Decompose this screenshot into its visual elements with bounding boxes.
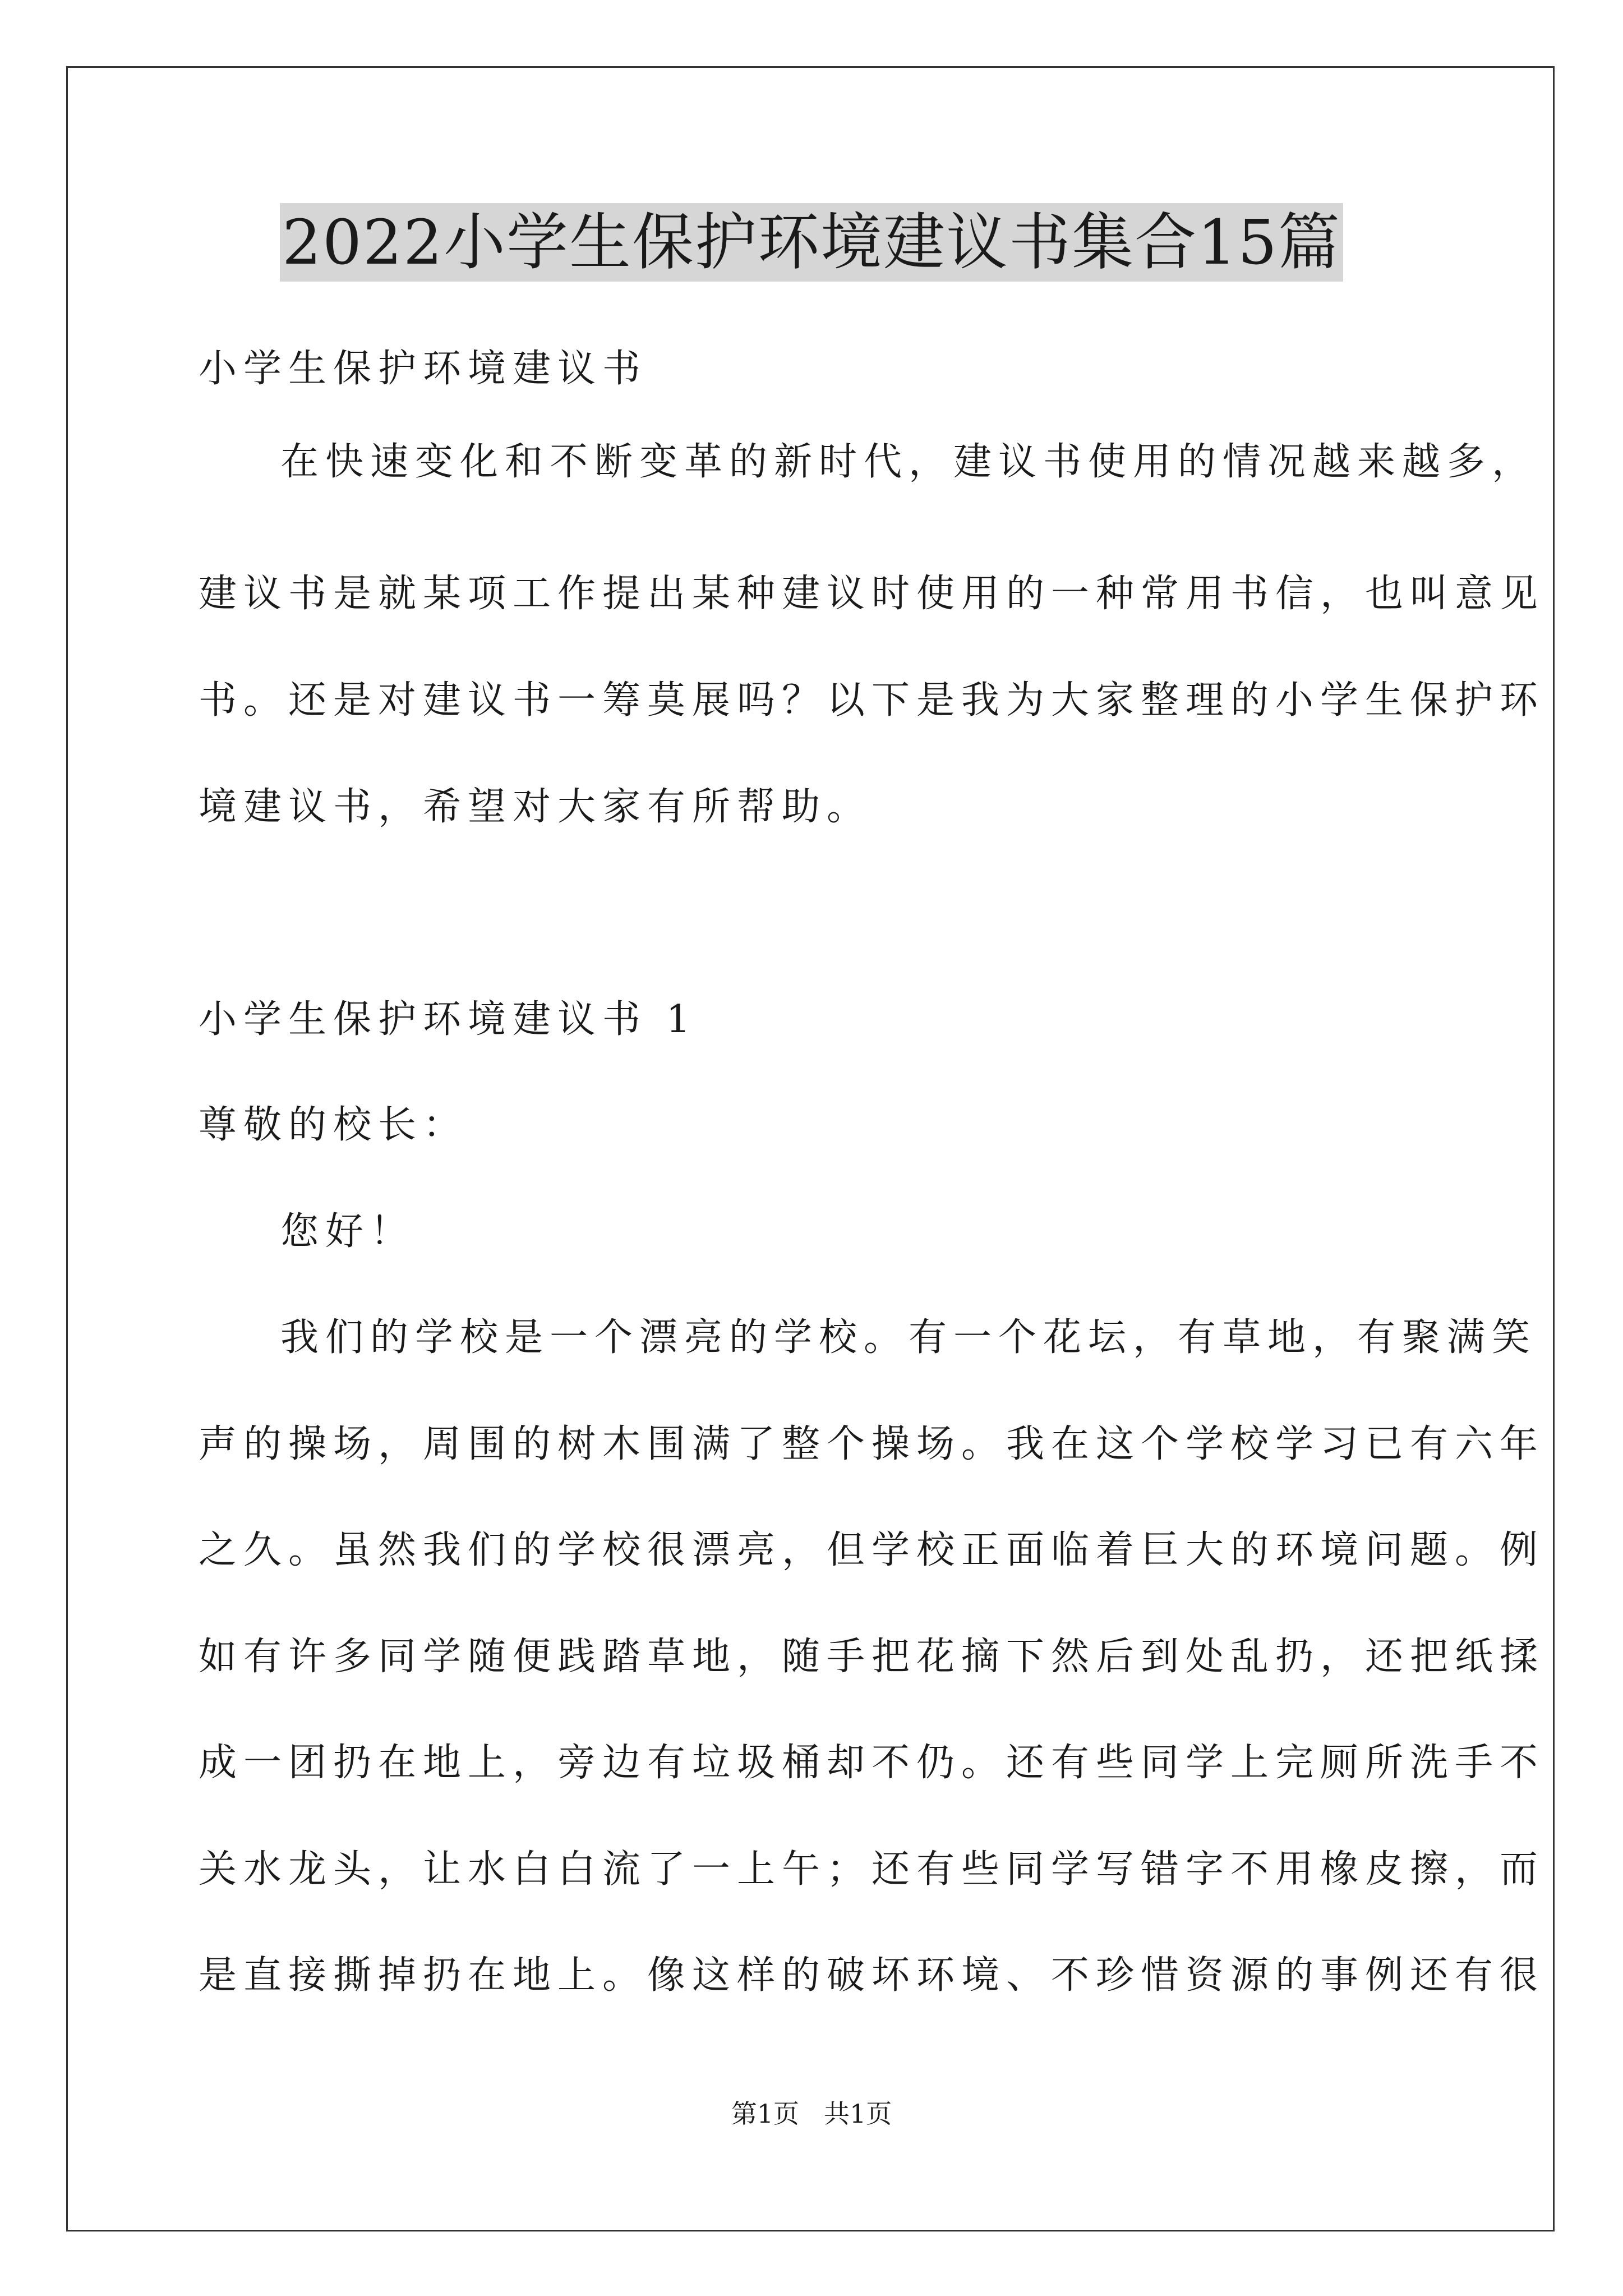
body-line-7: 是直接撕掉扔在地上。像这样的破坏环境、不珍惜资源的事例还有很	[199, 1953, 1545, 1998]
section-heading: 小学生保护环境建议书 1	[199, 997, 697, 1042]
title-container	[0, 203, 1623, 282]
body-line-1: 我们的学校是一个漂亮的学校。有一个花坛，有草地，有聚满笑	[280, 1315, 1537, 1360]
page-total: 共1页	[823, 2099, 892, 2129]
intro-subtitle: 小学生保护环境建议书	[199, 347, 648, 391]
body-line-5: 成一团扔在地上，旁边有垃圾桶却不仍。还有些同学上完厕所洗手不	[199, 1741, 1545, 1785]
salutation: 尊敬的校长：	[199, 1103, 468, 1147]
body-line-4: 如有许多同学随便践踏草地，随手把花摘下然后到处乱扔，还把纸揉	[199, 1635, 1545, 1679]
page-footer	[0, 2097, 1623, 2131]
page-number: 第1页	[731, 2099, 800, 2129]
intro-line-1: 在快速变化和不断变革的新时代，建议书使用的情况越来越多，	[280, 440, 1537, 484]
greeting: 您好！	[280, 1209, 416, 1254]
document-title: 2022小学生保护环境建议书集合15篇	[280, 203, 1343, 282]
intro-line-2: 建议书是就某项工作提出某种建议时使用的一种常用书信，也叫意见	[199, 572, 1545, 616]
intro-line-4: 境建议书，希望对大家有所帮助。	[199, 785, 872, 829]
body-line-3: 之久。虽然我们的学校很漂亮，但学校正面临着巨大的环境问题。例	[199, 1528, 1545, 1572]
body-line-2: 声的操场，周围的树木围满了整个操场。我在这个学校学习已有六年	[199, 1422, 1545, 1466]
intro-line-3: 书。还是对建议书一筹莫展吗？以下是我为大家整理的小学生保护环	[199, 678, 1545, 723]
body-line-6: 关水龙头，让水白白流了一上午；还有些同学写错字不用橡皮擦，而	[199, 1847, 1545, 1892]
